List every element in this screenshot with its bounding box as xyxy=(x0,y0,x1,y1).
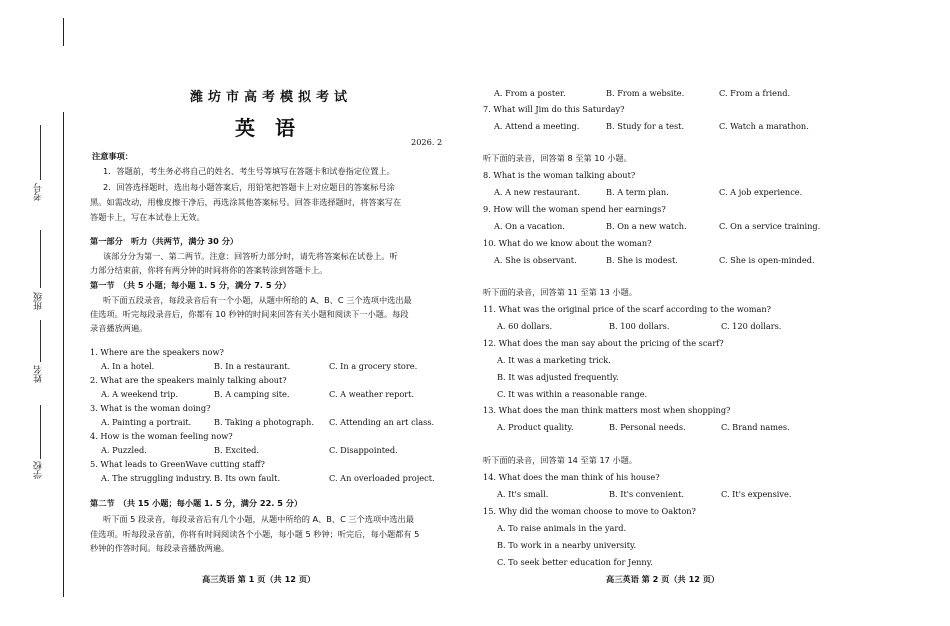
notice-2c: 答题卡上，写在本试卷上无效。 xyxy=(90,212,205,222)
section1-desc-c: 录音播放两遍。 xyxy=(90,323,148,333)
q7-option-b: B. Study for a test. xyxy=(606,121,685,131)
q5-option-b: B. Its own fault. xyxy=(214,473,281,483)
binding-line-top xyxy=(63,18,64,46)
part1-desc-a: 该部分分为第一、第二两节。注意：回答听力部分时，请先将答案标在试卷上。听 xyxy=(103,251,398,261)
q8-option-a: A. A new restaurant. xyxy=(494,187,580,197)
notice-2b: 黑。如需改动，用橡皮擦干净后，再选涂其他答案标号。回答非选择题时，将答案写在 xyxy=(90,197,402,207)
section2-desc-b: 佳选项。听每段录音前，你将有时间阅读各个小题，每小题 5 秒钟；听完后，每小题都有 5 xyxy=(90,529,420,539)
question-15: 15. Why did the woman choose to move to Oakton? xyxy=(483,506,696,516)
question-3: 3. What is the woman doing? xyxy=(90,403,211,413)
q4-option-c: C. Disappointed. xyxy=(329,445,398,455)
q8-option-b: B. A term plan. xyxy=(606,187,669,197)
part1-desc-b: 力部分结束前，你将有两分钟的时间将你的答案转涂到答题卡上。 xyxy=(90,265,328,275)
margin-blank-school xyxy=(40,405,41,459)
q12-option-a: A. It was a marketing trick. xyxy=(497,355,611,365)
q9-option-c: C. On a service training. xyxy=(719,221,821,231)
q8-option-c: C. A job experience. xyxy=(719,187,803,197)
q12-option-b: B. It was adjusted frequently. xyxy=(497,372,619,382)
q11-option-b: B. 100 dollars. xyxy=(609,321,670,331)
question-11: 11. What was the original price of the scarf according to the woman? xyxy=(483,304,772,314)
q10-option-b: B. She is modest. xyxy=(606,255,678,265)
q14-option-a: A. It's small. xyxy=(497,489,549,499)
q7-option-a: A. Attend a meeting. xyxy=(494,121,580,131)
q6-option-a: A. From a poster. xyxy=(494,88,566,98)
q14-option-b: B. It's convenient. xyxy=(609,489,684,499)
exam-title: 潍坊市高考模拟考试 xyxy=(190,90,353,105)
question-13: 13. What does the man think matters most when shopping? xyxy=(483,405,731,415)
q4-option-b: B. Excited. xyxy=(214,445,259,455)
margin-label-name: 姓名 xyxy=(34,365,44,383)
q7-option-c: C. Watch a marathon. xyxy=(719,121,809,131)
q1-option-a: A. In a hotel. xyxy=(101,361,155,371)
question-1: 1. Where are the speakers now? xyxy=(90,347,224,357)
question-2: 2. What are the speakers mainly talking about? xyxy=(90,375,287,385)
q2-option-c: C. A weather report. xyxy=(329,389,415,399)
q4-option-a: A. Puzzled. xyxy=(101,445,147,455)
subject-title: 英 语 xyxy=(235,116,295,140)
q12-option-c: C. It was within a reasonable range. xyxy=(497,389,648,399)
notice-2a: 2．回答选择题时，选出每小题答案后，用铅笔把答题卡上对应题目的答案标号涂 xyxy=(103,182,395,192)
margin-blank-name xyxy=(40,320,41,362)
section2-desc-a: 听下面 5 段录音，每段录音后有几个小题，从题中所给的 A、B、C 三个选项中选出最 xyxy=(103,514,414,524)
q9-option-a: A. On a vacation. xyxy=(494,221,565,231)
notice-1: 1．答题前，考生务必将自己的姓名、考生号等填写在答题卡和试卷指定位置上。 xyxy=(103,166,395,176)
part1-title: 第一部分 听力（共两节，满分 30 分） xyxy=(90,236,239,246)
section1-desc-b: 佳选项。听完每段录音后，你都有 10 秒钟的时间来回答有关小题和阅读下一小题。每段 xyxy=(90,309,409,319)
left-page-footer: 高三英语 第 1 页（共 12 页） xyxy=(202,574,316,584)
q15-option-b: B. To work in a nearby university. xyxy=(497,540,637,550)
exam-date: 2026. 2 xyxy=(411,137,443,147)
section1-title: 第一节 （共 5 小题；每小题 1. 5 分，满分 7. 5 分） xyxy=(90,280,291,290)
question-10: 10. What do we know about the woman? xyxy=(483,238,652,248)
q13-option-b: B. Personal needs. xyxy=(609,422,686,432)
question-4: 4. How is the woman feeling now? xyxy=(90,431,233,441)
q6-option-b: B. From a website. xyxy=(606,88,685,98)
intro-11-13: 听下面的录音，回答第 11 至第 13 小题。 xyxy=(483,287,638,297)
intro-14-17: 听下面的录音，回答第 14 至第 17 小题。 xyxy=(483,455,638,465)
question-9: 9. How will the woman spend her earnings? xyxy=(483,204,666,214)
q11-option-c: C. 120 dollars. xyxy=(721,321,782,331)
q11-option-a: A. 60 dollars. xyxy=(497,321,553,331)
notice-title: 注意事项： xyxy=(92,151,133,161)
margin-blank-class xyxy=(40,230,41,288)
right-page-footer: 高三英语 第 2 页（共 12 页） xyxy=(606,574,720,584)
q2-option-b: B. A camping site. xyxy=(214,389,290,399)
q3-option-a: A. Painting a portrait. xyxy=(101,417,192,427)
margin-label-class: 班级 xyxy=(34,292,44,310)
intro-8-10: 听下面的录音，回答第 8 至第 10 小题。 xyxy=(483,153,632,163)
q3-option-b: B. Taking a photograph. xyxy=(214,417,314,427)
margin-blank-exam-number xyxy=(40,125,41,180)
question-5: 5. What leads to GreenWave cutting staff? xyxy=(90,459,265,469)
q14-option-c: C. It's expensive. xyxy=(721,489,792,499)
margin-label-exam-number: 考号 xyxy=(34,183,44,201)
q13-option-a: A. Product quality. xyxy=(497,422,574,432)
q15-option-c: C. To seek better education for Jenny. xyxy=(497,557,653,567)
q5-option-c: C. An overloaded project. xyxy=(329,473,435,483)
section2-title: 第二节 （共 15 小题；每小题 1. 5 分，满分 22. 5 分） xyxy=(90,498,303,508)
q6-option-c: C. From a friend. xyxy=(719,88,791,98)
question-7: 7. What will Jim do this Saturday? xyxy=(483,104,625,114)
question-8: 8. What is the woman talking about? xyxy=(483,170,636,180)
question-14: 14. What does the man think of his house? xyxy=(483,472,660,482)
question-12: 12. What does the man say about the pricing of the scarf? xyxy=(483,338,724,348)
margin-label-school: 学校 xyxy=(34,461,44,479)
q5-option-a: A. The struggling industry. xyxy=(101,473,212,483)
section2-desc-c: 秒钟的作答时间。每段录音播放两遍。 xyxy=(90,543,230,553)
q9-option-b: B. On a new watch. xyxy=(606,221,687,231)
section1-desc-a: 听下面五段录音，每段录音后有一个小题，从题中所给的 A、B、C 三个选项中选出最 xyxy=(103,295,412,305)
q1-option-b: B. In a restaurant. xyxy=(214,361,291,371)
binding-line-bottom xyxy=(63,112,64,597)
q1-option-c: C. In a grocery store. xyxy=(329,361,418,371)
q13-option-c: C. Brand names. xyxy=(721,422,790,432)
q10-option-a: A. She is observant. xyxy=(494,255,577,265)
q10-option-c: C. She is open-minded. xyxy=(719,255,815,265)
q2-option-a: A. A weekend trip. xyxy=(101,389,178,399)
q3-option-c: C. Attending an art class. xyxy=(329,417,435,427)
q15-option-a: A. To raise animals in the yard. xyxy=(497,523,627,533)
